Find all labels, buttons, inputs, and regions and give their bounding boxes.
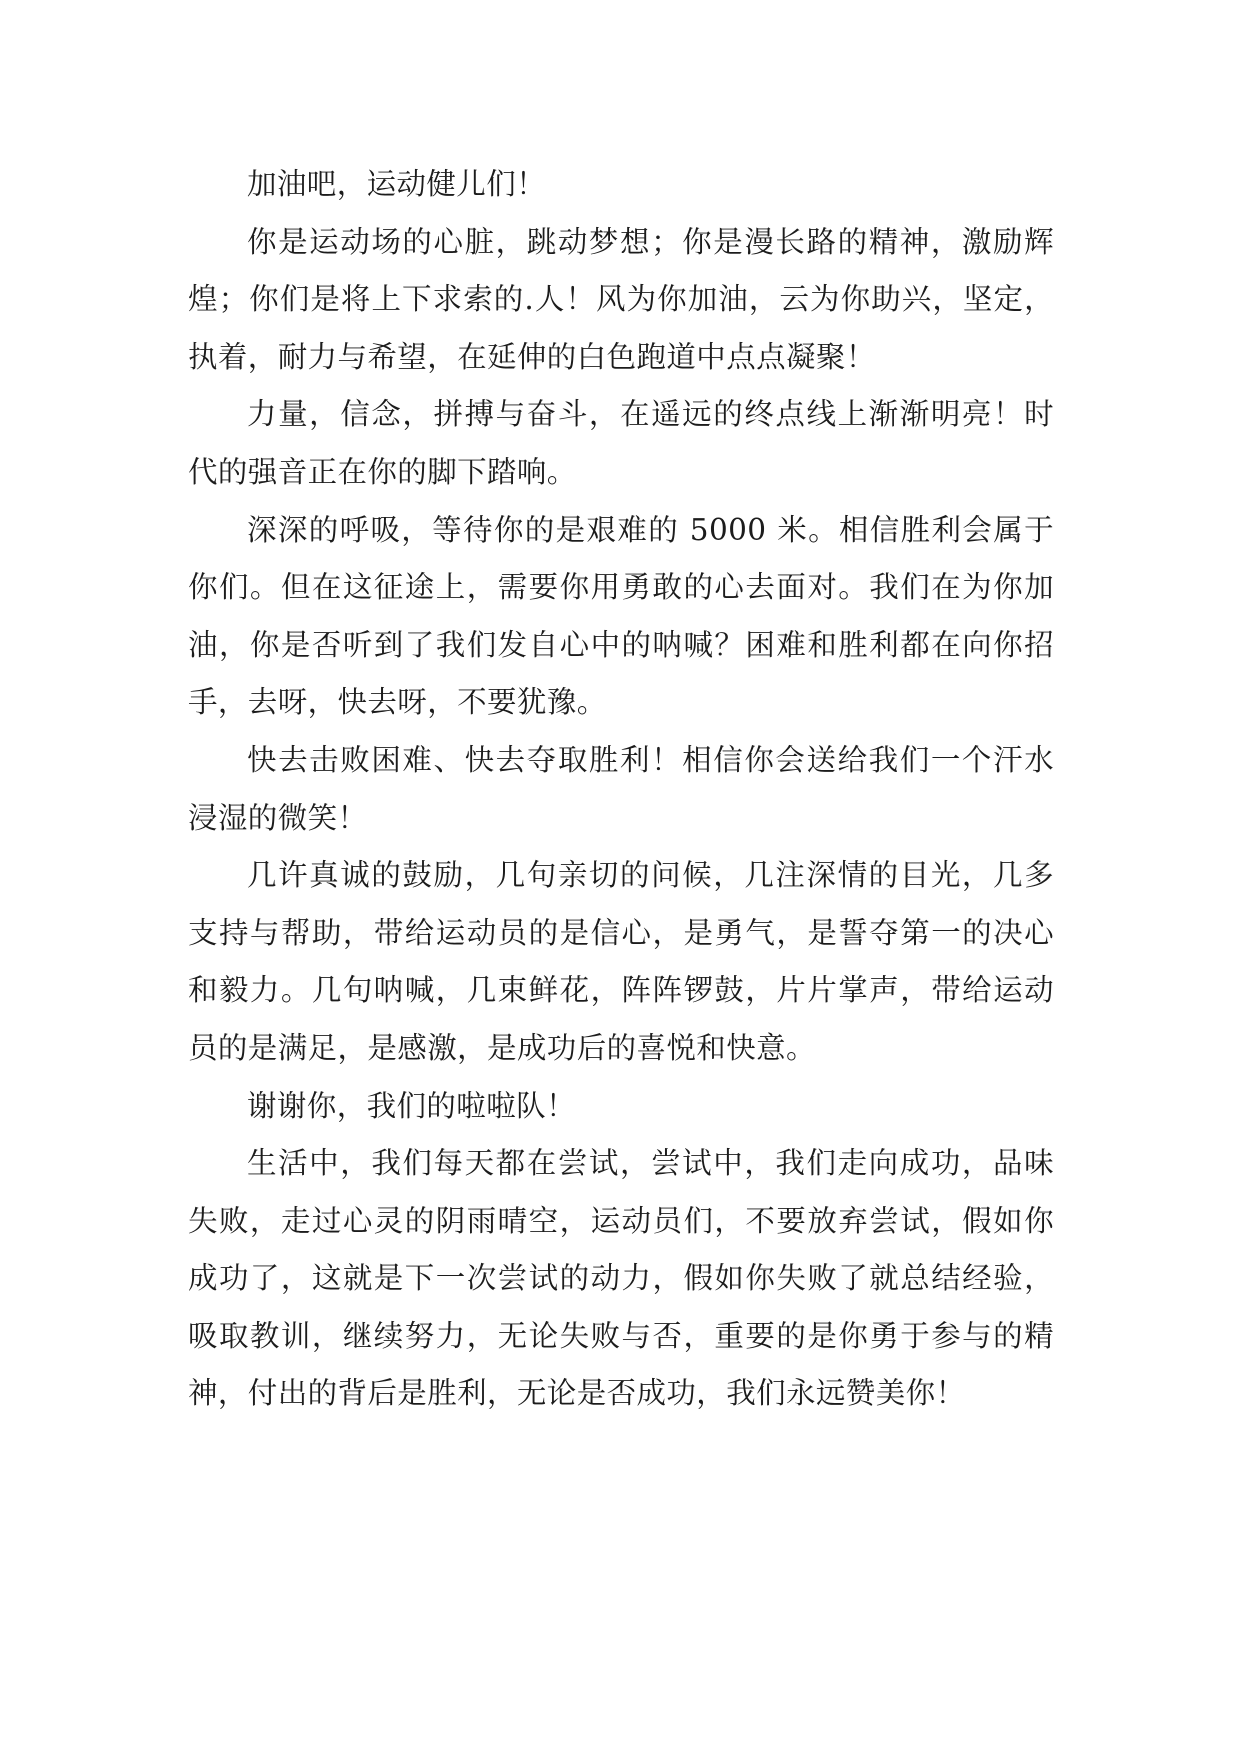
document-body [188,156,1054,1423]
paragraph: 你是运动场的心脏，跳动梦想；你是漫长路的精神，激励辉煌；你们是将上下求索的.人！风为你加油，云为你助兴，坚定，执着，耐力与希望，在延伸的白色跑道中点点凝聚！ [188,224,1054,374]
paragraph: 谢谢你，我们的啦啦队！ [247,1088,576,1123]
paragraph: 几许真诚的鼓励，几句亲切的问候，几注深情的目光，几多支持与帮助，带给运动员的是信心，是勇气，是誓夺第一的决心和毅力。几句呐喊，几束鲜花，阵阵锣鼓，片片掌声，带给运动员的是满足，是感激，是成功后的喜悦和快意。 [188,858,1054,1065]
paragraph: 快去击败困难、快去夺取胜利！相信你会送给我们一个汗水浸湿的微笑！ [188,742,1054,835]
paragraph: 加油吧，运动健儿们！ [247,167,547,201]
paragraph: 生活中，我们每天都在尝试，尝试中，我们走向成功，品味失败，走过心灵的阴雨晴空，运动员们，不要放弃尝试，假如你成功了，这就是下一次尝试的动力，假如你失败了就总结经验，吸取教训，继续努力，无论失败与否，重要的是你勇于参与的精神，付出的背后是胜利，无论是否成功，我们永远赞美你！ [188,1146,1054,1411]
paragraph: 深深的呼吸，等待你的是艰难的 5000 米。相信胜利会属于你们。但在这征途上，需要你用勇敢的心去面对。我们在为你加油，你是否听到了我们发自心中的呐喊？困难和胜利都在向你招手，去呀，快去呀，不要犹豫。 [188,512,1054,720]
paragraph: 力量，信念，拼搏与奋斗，在遥远的终点线上渐渐明亮！时代的强音正在你的脚下踏响。 [188,397,1054,489]
